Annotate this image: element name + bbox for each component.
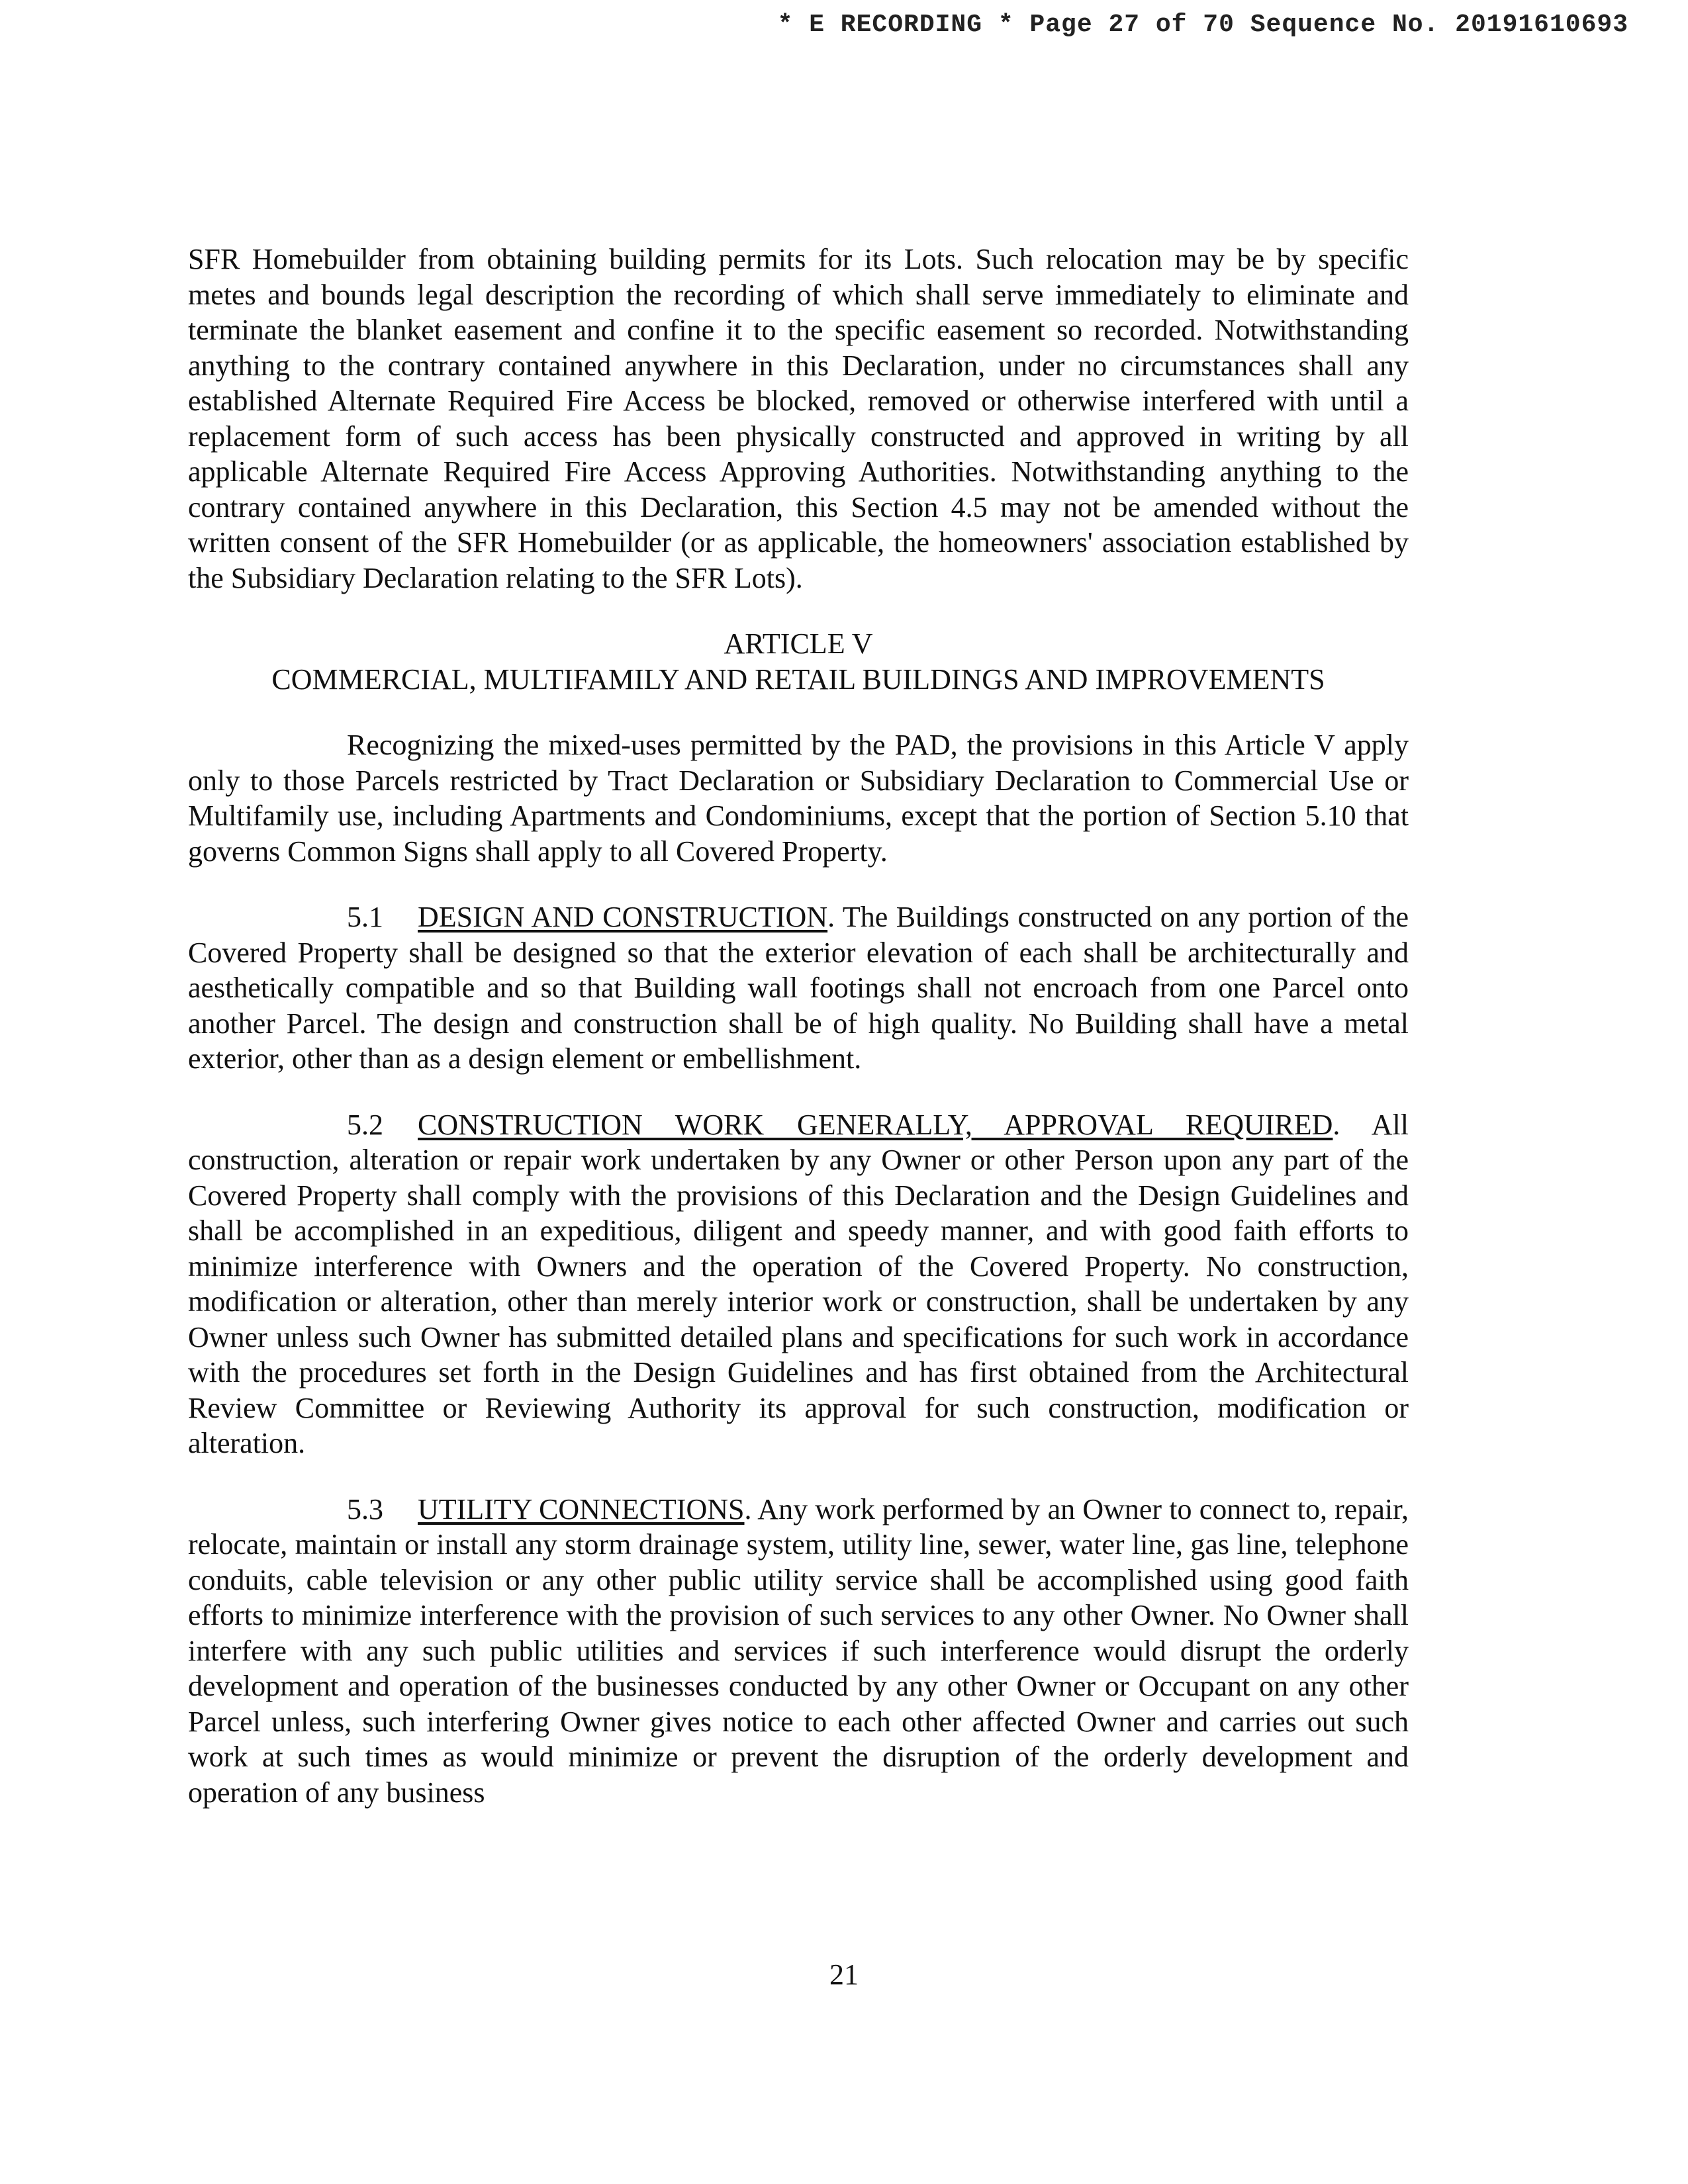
section-title: DESIGN AND CONSTRUCTION — [418, 901, 828, 933]
article-number: ARTICLE V — [724, 627, 873, 660]
section-text: . All construction, alteration or repair work undertaken by any Owner or other Person upon any part of the Covered Property shall comply with the provisions of this Declaration and the Design Guidelines and shall be accomplished in an expeditious, diligent and speedy manner, and with good faith efforts to minimize interference with Owners and the operation of the Covered Property. No construction, modification or alteration, other than merely interior work or construction, shall be undertaken by any Owner unless such Owner has submitted detailed plans and specifications for such work in accordance with the procedures set forth in the Design Guidelines and has first obtained from the Architectural Review Committee or Reviewing Authority its approval for such construction, modification or alteration. — [188, 1108, 1409, 1459]
article-intro: Recognizing the mixed-uses permitted by the PAD, the provisions in this Article V apply only to those Parcels restricted by Tract Declaration or Subsidiary Declaration to Commercial Use or Multifamily use, including Apartments and Condominiums, except that the portion of Section 5.10 that governs Common Signs shall apply to all Covered Property. — [188, 729, 1409, 868]
section-5-1 — [188, 899, 1409, 1077]
section-5-2 — [188, 1107, 1409, 1461]
page-number: 21 — [829, 1958, 859, 1991]
section-text: . Any work performed by an Owner to connect to, repair, relocate, maintain or install any storm drainage system, utility line, sewer, water line, gas line, telephone conduits, cable television or any other public utility service shall be accomplished using good faith efforts to minimize interference with the provision of such services to any other Owner. No Owner shall interfere with any such public utilities and services if such interference would disrupt the orderly development and operation of the businesses conducted by any other Owner or Occupant on any other Parcel unless, such interfering Owner gives notice to each other affected Owner and carries out such work at such times as would minimize or prevent the disruption of the orderly development and operation of any business — [188, 1492, 1409, 1809]
continuation-paragraph: SFR Homebuilder from obtaining building permits for its Lots. Such relocation may be by specific metes and bounds legal description the recording of which shall serve immediately to eliminate and terminate the blanket easement and confine it to the specific easement so recorded. Notwithstanding anything to the contrary contained anywhere in this Declaration, under no circumstances shall any established Alternate Required Fire Access be blocked, removed or otherwise interfered with until a replacement form of such access has been physically constructed and approved in writing by all applicable Alternate Required Fire Access Approving Authorities. Notwithstanding anything to the contrary contained anywhere in this Declaration, this Section 4.5 may not be amended without the written consent of the SFR Homebuilder (or as applicable, the homeowners' association established by the Subsidiary Declaration relating to the SFR Lots). — [188, 243, 1409, 594]
section-number: 5.1 — [347, 901, 383, 933]
section-5-3 — [188, 1492, 1409, 1811]
document-body — [188, 242, 1409, 1810]
section-number: 5.3 — [347, 1492, 383, 1525]
recording-header: * E RECORDING * Page 27 of 70 Sequence No. 20191610693 — [777, 11, 1628, 39]
section-number: 5.2 — [347, 1108, 383, 1141]
article-title: COMMERCIAL, MULTIFAMILY AND RETAIL BUILDINGS AND IMPROVEMENTS — [271, 662, 1325, 696]
section-title: UTILITY CONNECTIONS — [418, 1492, 745, 1525]
article-heading — [188, 626, 1409, 697]
section-text: . The Buildings constructed on any portion of the Covered Property shall be designed so that the exterior elevation of each shall be architecturally and aesthetically compatible and so that Building wall footings shall not encroach from one Parcel onto another Parcel. The design and construction shall be of high quality. No Building shall have a metal exterior, other than as a design element or embellishment. — [188, 901, 1409, 1075]
section-title: CONSTRUCTION WORK GENERALLY, APPROVAL REQUIRED — [418, 1108, 1333, 1141]
